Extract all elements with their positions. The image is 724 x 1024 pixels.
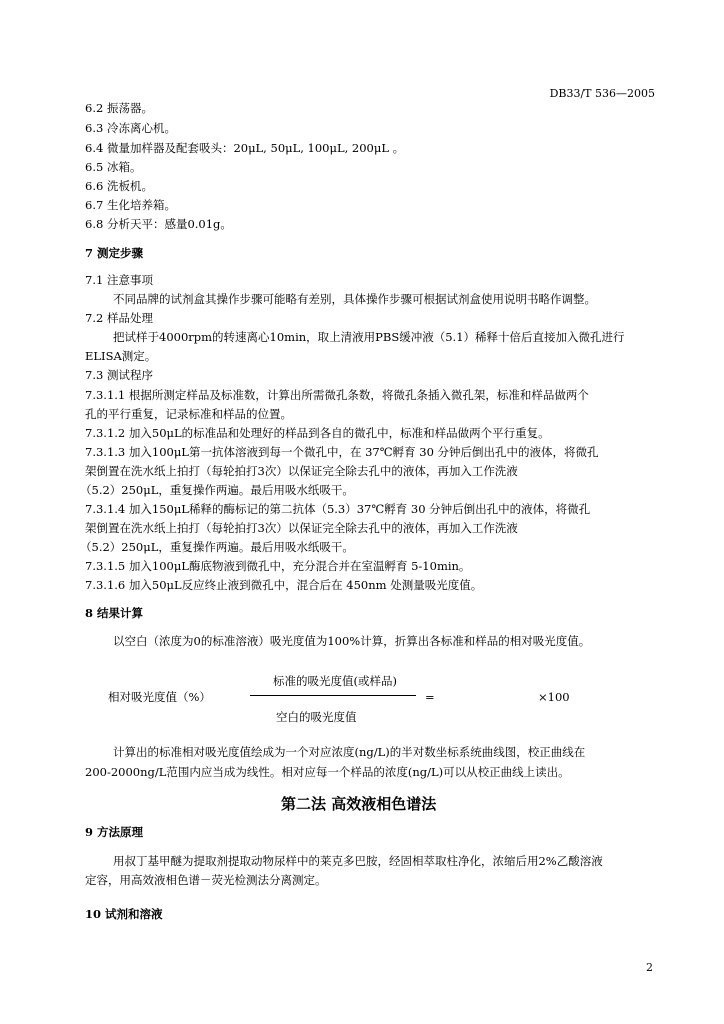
section-10-heading: 10 试剂和溶液 [85,907,163,921]
formula-denominator: 空白的吸光度值 [276,710,357,724]
item-7-3-1-3-line-2: 架倒置在洗水纸上拍打（每轮拍打3次）以保证完全除去孔中的液体，再加入工作洗液 [85,464,518,478]
item-6-3: 6.3 冷冻离心机。 [85,121,176,135]
item-7-2-body-2: ELISA测定。 [85,349,157,363]
section-9-body-1: 用叔丁基甲醚为提取剂提取动物尿样中的莱克多巴胺，经固相萃取柱净化，浓缩后用2%乙酸溶液 [113,854,603,868]
item-7-3-1-1-line-1: 7.3.1.1 根据所测定样品及标准数，计算出所需微孔条数，将微孔条插入微孔架，标准和样品做两个 [85,388,589,402]
page-number: 2 [646,961,653,974]
section-8-body: 以空白（浓度为0的标准溶液）吸光度值为100%计算，折算出各标准和样品的相对吸光度值。 [113,634,591,648]
section-7-heading: 7 测定步骤 [85,246,144,260]
item-7-1-body: 不同品牌的试剂盒其操作步骤可能略有差别，具体操作步骤可根据试剂盒使用说明书略作调整。 [113,292,596,306]
calc-note-line-1: 计算出的标准相对吸光度值绘成为一个对应浓度(ng/L)的半对数坐标系统曲线图，校正曲线在 [113,745,586,759]
formula-numerator: 标准的吸光度值(或样品) [273,674,397,688]
item-7-2-body-1: 把试样于4000rpm的转速离心10min，取上清液用PBS缓冲液（5.1）稀释十倍后直接加入微孔进行 [113,330,625,344]
item-6-8: 6.8 分析天平：感量0.01g。 [85,217,232,231]
formula-fraction-line [250,695,416,696]
formula-equals: = [425,690,435,704]
item-7-3-1-6: 7.3.1.6 加入50μL反应终止液到微孔中，混合后在 450nm 处测量吸光度值。 [85,578,483,592]
section-8-heading: 8 结果计算 [85,606,144,620]
calc-note-line-2: 200-2000ng/L范围内应当成为线性。相对应每一个样品的浓度(ng/L)可以从校正曲线上读出。 [85,765,570,779]
section-9-heading: 9 方法原理 [85,825,144,839]
item-7-3-1-4-line-3: （5.2）250μL，重复操作两遍。最后用吸水纸吸干。 [80,540,354,554]
section-9-body-2: 定容，用高效液相色谱－荧光检测法分离测定。 [85,873,327,887]
item-7-2: 7.2 样品处理 [85,311,153,325]
item-6-7: 6.7 生化培养箱。 [85,198,176,212]
item-7-3-1-3-line-3: （5.2）250μL，重复操作两遍。最后用吸水纸吸干。 [80,483,354,497]
item-7-1: 7.1 注意事项 [85,273,153,287]
item-6-4: 6.4 微量加样器及配套吸头：20μL, 50μL, 100μL, 200μL 。 [85,141,405,155]
item-6-5: 6.5 冰箱。 [85,160,142,174]
standard-number: DB33/T 536—2005 [549,87,655,100]
method-two-title: 第二法 高效液相色谱法 [281,795,437,813]
item-7-3-1-4-line-1: 7.3.1.4 加入150μL稀释的酶标记的第二抗体（5.3）37℃孵育 30 分钟后倒出孔中的液体，将微孔 [85,502,591,516]
item-7-3-1-3-line-1: 7.3.1.3 加入100μL第一抗体溶液到每一个微孔中，在 37℃孵育 30 分钟后倒出孔中的液体，将微孔 [85,445,599,459]
item-7-3-1-4-line-2: 架倒置在洗水纸上拍打（每轮拍打3次）以保证完全除去孔中的液体，再加入工作洗液 [85,521,518,535]
item-7-3-1-5: 7.3.1.5 加入100μL酶底物液到微孔中，充分混合并在室温孵育 5-10min。 [85,559,471,573]
item-6-2: 6.2 振荡器。 [85,101,153,115]
item-7-3-1-1-line-2: 孔的平行重复，记录标准和样品的位置。 [85,407,292,421]
item-6-6: 6.6 洗板机。 [85,179,153,193]
item-7-3-1-2: 7.3.1.2 加入50μL的标准品和处理好的样品到各自的微孔中，标准和样品做两个平行重复。 [85,426,550,440]
formula-factor: ×100 [538,690,570,704]
formula-lhs: 相对吸光度值（%） [108,690,211,704]
item-7-3: 7.3 测试程序 [85,368,153,382]
